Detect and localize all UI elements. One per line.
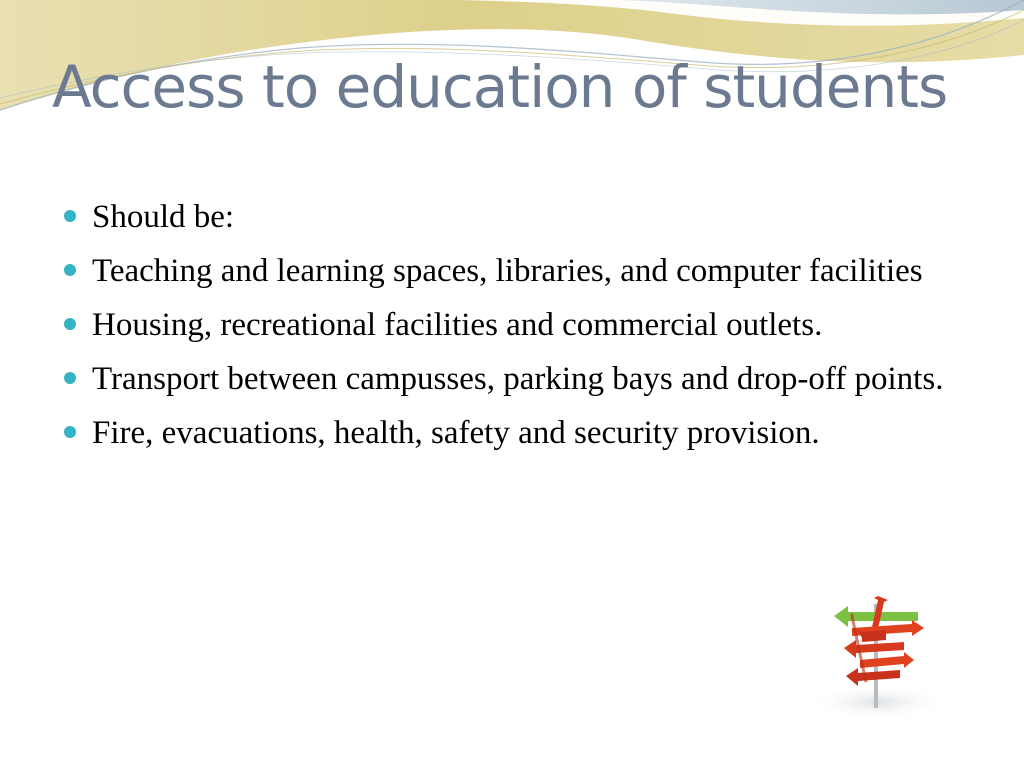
bullet-item	[62, 357, 967, 401]
bullet-list	[62, 195, 967, 465]
bullet-dot-icon	[64, 210, 76, 222]
signpost-arrows-icon	[800, 590, 950, 720]
bullet-item	[62, 303, 967, 347]
bullet-text: Fire, evacuations, health, safety and security provision.	[92, 415, 820, 451]
bullet-text: Should be:	[92, 199, 235, 235]
bullet-text: Transport between campusses, parking bays and drop-off points.	[92, 361, 944, 397]
bullet-text: Teaching and learning spaces, libraries, and computer facilities	[92, 253, 923, 289]
bullet-item	[62, 411, 967, 455]
bullet-dot-icon	[64, 264, 76, 276]
bullet-dot-icon	[64, 426, 76, 438]
bullet-dot-icon	[64, 318, 76, 330]
bullet-item	[62, 249, 967, 293]
bullet-text: Housing, recreational facilities and commercial outlets.	[92, 307, 823, 343]
bullet-item	[62, 195, 967, 239]
slide-title: Access to education of students	[52, 53, 948, 121]
bullet-dot-icon	[64, 372, 76, 384]
